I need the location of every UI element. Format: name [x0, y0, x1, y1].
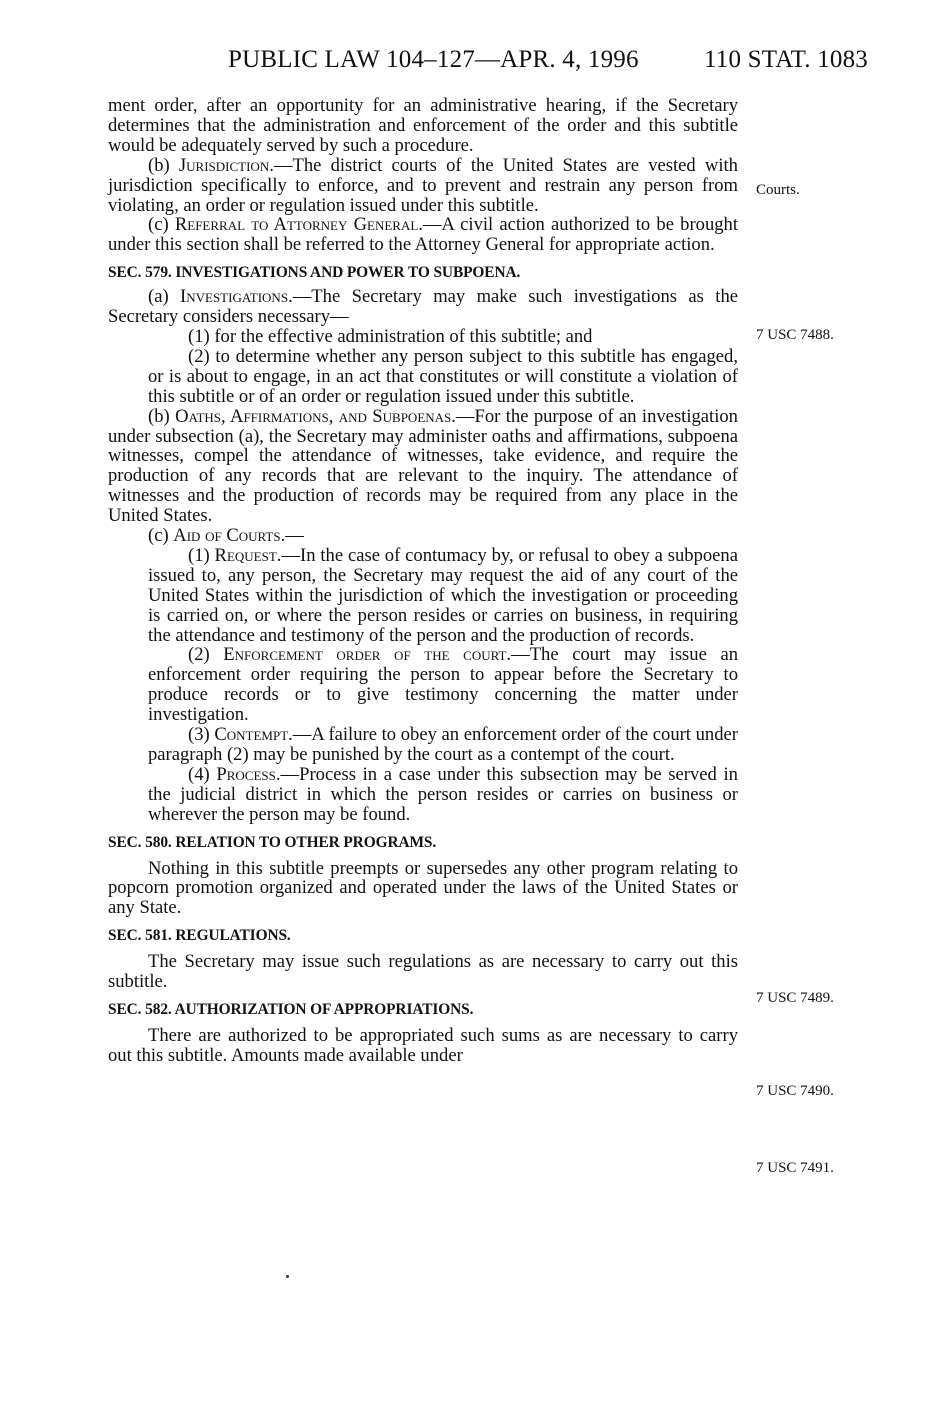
section-580-text: Nothing in this subtitle preempts or supersedes any other program relating to popcorn promotion organized and operated under the laws of the United States or any State.	[108, 857, 738, 919]
paragraph-a2: (2) to determine whether any person subject to this subtitle has engaged, or is about to engage, in an act that constitutes or will constitute a violation of this subtitle or of an order or regulation issued under this subtitle.	[148, 345, 738, 407]
subsection-heading: Investigations	[180, 286, 289, 308]
continued-paragraph: ment order, after an opportunity for an administrative hearing, if the Secretary determines that the administration and enforcement of the order and this subtitle would be adequately served by such a procedure.	[108, 95, 738, 156]
section-582-text: There are authorized to be appropriated such sums as are necessary to carry out this subtitle. Amounts made available under	[108, 1024, 738, 1066]
subsection-heading: Aid of Courts	[173, 525, 281, 547]
subsection-heading: Jurisdiction	[178, 154, 270, 176]
running-head-title: PUBLIC LAW 104–127—APR. 4, 1996	[228, 46, 639, 73]
section-580-heading: SEC. 580. RELATION TO OTHER PROGRAMS.	[108, 833, 437, 851]
statute-body	[108, 96, 738, 1066]
subsection-heading: Referral to Attorney General	[174, 214, 419, 236]
subsection-heading: Oaths, Affirmations, and Subpoenas	[175, 405, 452, 427]
subsection-aid-of-courts: (c) Aid of Courts.—	[148, 525, 304, 547]
running-head-stat-page: 110 STAT. 1083	[704, 46, 868, 73]
paragraph-c1-request: (1) Request.—In the case of contumacy by, or refusal to obey a subpoena issued to, any person, the Secretary may request the aid of any court of the United States within the jurisdiction of which the investigation or proceeding is carried on, or where the person resides or carries on business, in requiring the attendance and testimony of the person and the production of records.	[148, 544, 738, 646]
section-581-heading: SEC. 581. REGULATIONS.	[108, 927, 291, 945]
paragraph-heading: Process	[216, 763, 276, 785]
margin-note-7usc7490: 7 USC 7490.	[756, 1083, 834, 1099]
paragraph-heading: Contempt	[214, 724, 289, 746]
section-581-text: The Secretary may issue such regulations as are necessary to carry out this subtitle.	[108, 951, 738, 993]
paragraph-c3-contempt: (3) Contempt.—A failure to obey an enforcement order of the court under paragraph (2) may be punished by the court as a contempt of the court.	[148, 724, 738, 765]
paragraph-heading: Request	[214, 544, 277, 566]
scan-speck	[286, 1275, 289, 1278]
section-579-heading: SEC. 579. INVESTIGATIONS AND POWER TO SUBPOENA.	[108, 264, 521, 282]
paragraph-heading: Enforcement order of the court	[223, 644, 507, 666]
margin-note-7usc7489: 7 USC 7489.	[756, 990, 834, 1006]
margin-note-7usc7491: 7 USC 7491.	[756, 1160, 834, 1176]
paragraph-c4-process: (4) Process.—Process in a case under this subsection may be served in the judicial district in which the person resides or carries on business or wherever the person may be found.	[148, 763, 738, 825]
subsection-investigations: (a) Investigations.—The Secretary may make such investigations as the Secretary considers necessary—	[108, 286, 738, 328]
subsection-referral: (c) Referral to Attorney General.—A civil action authorized to be brought under this section shall be referred to the Attorney General for appropriate action.	[108, 214, 738, 256]
margin-note-courts: Courts.	[756, 182, 800, 198]
paragraph-a1: (1) for the effective administration of this subtitle; and	[188, 325, 593, 347]
paragraph-c2-enforcement-order: (2) Enforcement order of the court.—The court may issue an enforcement order requiring the person to appear before the Secretary to produce records or to give testimony concerning the matter under investigation.	[148, 644, 738, 726]
section-582-heading: SEC. 582. AUTHORIZATION OF APPROPRIATIONS.	[108, 1000, 474, 1018]
margin-note-7usc7488: 7 USC 7488.	[756, 327, 834, 343]
subsection-oaths: (b) Oaths, Affirmations, and Subpoenas.—For the purpose of an investigation under subsection (a), the Secretary may administer oaths and affirmations, subpoena witnesses, compel the attendance of witnesses, take evidence, and require the production of any records that are relevant to the inquiry. The attendance of witnesses and the production of records may be required from any place in the United States.	[108, 405, 738, 527]
subsection-jurisdiction: (b) Jurisdiction.—The district courts of the United States are vested with jurisdiction specifically to enforce, and to prevent and restrain any person from violating, an order or regulation issued under this subtitle.	[108, 154, 738, 216]
